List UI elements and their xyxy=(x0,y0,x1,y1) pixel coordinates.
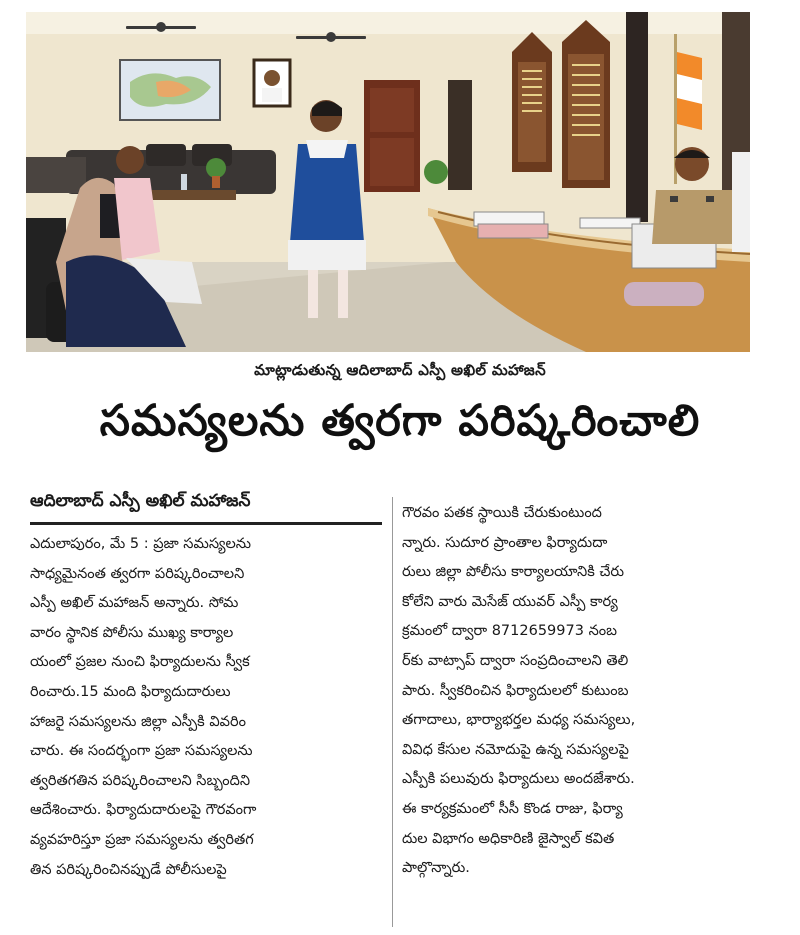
article-line: వివిధ కేసుల నమోదుపై ఉన్న సమస్యలపై xyxy=(402,741,629,758)
article-line: క్రమంలో ద్వారా 8712659973 నంబ xyxy=(402,623,617,640)
article-line: వారం స్థానిక పోలీసు ముఖ్య కార్యాల xyxy=(30,624,234,641)
article-line: చారు. ఈ సందర్భంగా ప్రజా సమస్యలను xyxy=(30,743,253,760)
article-line: ఆదేశించారు. ఫిర్యాదుదారులపై గౌరవంగా xyxy=(30,802,257,819)
article-line: ఎస్పీ అఖిల్ మహాజన్ అన్నారు. సోమ xyxy=(30,595,239,612)
news-photo xyxy=(26,12,750,352)
article-line: దుల విభాగం అధికారిణి జైస్వాల్ కవిత xyxy=(402,830,615,847)
article-column-left xyxy=(30,530,382,885)
article-line: పారు. స్వీకరించిన ఫిర్యాదులలో కుటుంబ xyxy=(402,682,629,699)
article-line: హాజరై సమస్యలను జిల్లా ఎస్పీకి వివరిం xyxy=(30,713,246,730)
column-divider xyxy=(392,497,393,927)
article-line: తగాదాలు, భార్యాభర్తల మధ్య సమస్యలు, xyxy=(402,712,636,729)
article-line: గౌరవం పతక స్థాయికి చేరుకుంటుంద xyxy=(402,505,602,521)
article-line: సాధ్యమైనంత త్వరగా పరిష్కరించాలని xyxy=(30,565,245,582)
article-line: ఎస్పీకి పలువురు ఫిర్యాదులు అందజేశారు. xyxy=(402,771,635,788)
article-line: వ్యవహరిస్తూ ప్రజా సమస్యలను త్వరితగ xyxy=(30,831,254,848)
article-line: తిన పరిష్కరించినప్పుడే పోలీసులపై xyxy=(30,861,227,878)
article-line: రులు జిల్లా పోలీసు కార్యాలయానికి చేరు xyxy=(402,564,625,581)
article-line: న్నారు. సుదూర ప్రాంతాల ఫిర్యాదుదా xyxy=(402,534,608,551)
article-line: కోలేని వారు మెసేజ్ యువర్ ఎస్పీ కార్య xyxy=(402,593,618,610)
photo-caption: మాట్లాడుతున్న ఆదిలాబాద్ ఎస్పీ అఖిల్ మహాజన్ xyxy=(254,361,546,379)
article-line: ఈ కార్యక్రమంలో సీసీ కొండ రాజు, ఫిర్యా xyxy=(402,800,623,817)
article-column-right xyxy=(402,499,754,884)
article-line: రించారు.15 మంది ఫిర్యాదుదారులు xyxy=(30,683,231,700)
article-line: పాల్గొన్నారు. xyxy=(402,860,470,877)
headline: సమస్యలను త్వరగా పరిష్కరించాలి xyxy=(99,396,701,446)
byline: ఆదిలాబాద్ ఎస్పీ అఖిల్ మహాజన్ xyxy=(30,491,251,511)
article-line: యంలో ప్రజల నుంచి ఫిర్యాదులను స్వీక xyxy=(30,654,250,671)
article-line: త్వరితగతిన పరిష్కరించాలని సిబ్బందిని xyxy=(30,772,251,789)
byline-underline xyxy=(30,522,382,525)
article-line: ర్‌కు వాట్సాప్ ద్వారా సంప్రదించాలని తెలి xyxy=(402,652,629,669)
article-line: ఎదులాపురం, మే 5 : ప్రజా సమస్యలను xyxy=(30,536,251,552)
